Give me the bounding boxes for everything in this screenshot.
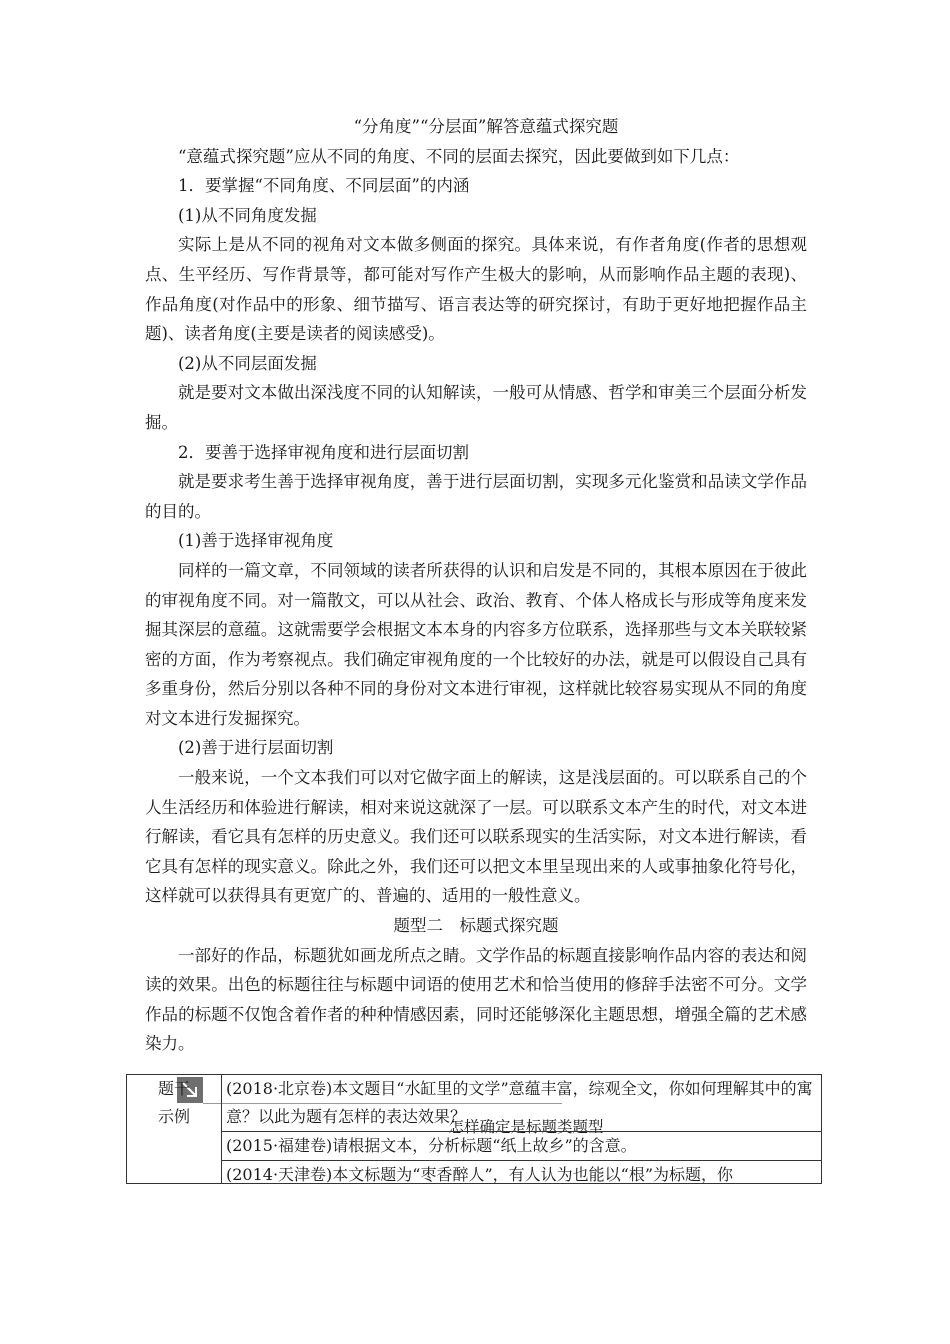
table-row — [127, 1075, 822, 1132]
subheading-level: (2)从不同层面发掘 — [178, 353, 317, 373]
table-label-line1: 题干 — [157, 1079, 190, 1098]
section-heading-1: 1．要掌握“不同角度、不同层面”的内涵 — [178, 176, 470, 196]
table-cell-example-3-text: (2014·天津卷)本文标题为“枣香醉人”，有人认为也能以“根”为标题，你 — [226, 1165, 734, 1183]
paragraph-choose-angle: 同样的一篇文章，不同领域的读者所获得的认识和启发是不同的，其根本原因在于彼此的审视角度不同。对一篇散文，可以从社会、政治、教育、个体人格成长与形成等角度来发掘其深层的意蕴。这就需要学会根据文本本身的内容多方位联系，选择那些与文本关联较紧密的方面，作为考察视点。我们确定审视角度的一个比较好的办法，就是可以假设自己具有多重身份，然后分别以各种不同的身份对文本进行审视，这样就比较容易实现从不同的角度对文本进行发掘探究。 — [145, 560, 807, 728]
paragraph-type2: 一部好的作品，标题犹如画龙所点之睛。文学作品的标题直接影响作品内容的表达和阅读的效果。出色的标题往往与标题中词语的使用艺术和恰当使用的修辞手法密不可分。文学作品的标题不仅饱含着作者的种种情感因素，同时还能够深化主题思想，增强全篇的艺术感染力。 — [145, 945, 807, 1054]
section-title: “分角度”“分层面”解答意蕴式探究题 — [353, 117, 619, 136]
table-cell-example-2: (2015·福建卷)请根据文本，分析标题“纸上故乡”的含意。 — [222, 1132, 822, 1161]
table-caption: 怎样确定是标题类题型 — [448, 1118, 604, 1136]
paragraph-sec2: 就是要求考生善于选择审视角度，善于进行层面切割，实现多元化鉴赏和品读文学作品的目的。 — [145, 472, 807, 521]
table-cell-example-3 — [222, 1161, 822, 1184]
intro-text: “意蕴式探究题”应从不同的角度、不同的层面去探究，因此要做到如下几点： — [178, 146, 740, 166]
subheading-angle: (1)从不同角度发掘 — [178, 205, 317, 225]
type2-heading: 题型二 标题式探究题 — [393, 916, 559, 936]
section-heading-2: 2．要善于选择审视角度和进行层面切割 — [178, 442, 469, 462]
subheading-cut-level: (2)善于进行层面切割 — [178, 738, 334, 758]
example-table — [126, 1074, 822, 1184]
subheading-choose-angle: (1)善于选择审视角度 — [178, 531, 334, 551]
table-cell-example-1: (2018·北京卷)本文题目“水缸里的文学”意蕴丰富，综观全文，你如何理解其中的寓意？以此为题有怎样的表达效果？ — [222, 1075, 822, 1132]
document-page — [145, 112, 807, 1143]
table-label-cell — [127, 1075, 222, 1184]
paragraph-cut-level: 一般来说，一个文本我们可以对它做字面上的解读，这是浅层面的。可以联系自己的个人生活经历和体验进行解读，相对来说这就深了一层。可以联系文本产生的时代，对文本进行解读，看它具有怎样的历史意义。我们还可以联系现实的生活实际，对文本进行解读，看它具有怎样的现实意义。除此之外，我们还可以把文本里呈现出来的人或事抽象化符号化，这样就可以获得具有更宽广的、普遍的、适用的一般性意义。 — [145, 768, 807, 906]
table-row — [127, 1161, 822, 1184]
paragraph-angle: 实际上是从不同的视角对文本做多侧面的探究。具体来说，有作者角度(作者的思想观点、生平经历、写作背景等，都可能对写作产生极大的影响，从而影响作品主题的表现)、作品角度(对作品中的形象、细节描写、语言表达等的研究探讨，有助于更好地把握作品主题)、读者角度(主要是读者的阅读感受)。 — [145, 235, 807, 344]
table-row — [127, 1132, 822, 1161]
paragraph-level: 就是要对文本做出深浅度不同的认知解读，一般可从情感、哲学和审美三个层面分析发掘。 — [145, 383, 807, 432]
table-label-line2: 示例 — [157, 1107, 190, 1126]
